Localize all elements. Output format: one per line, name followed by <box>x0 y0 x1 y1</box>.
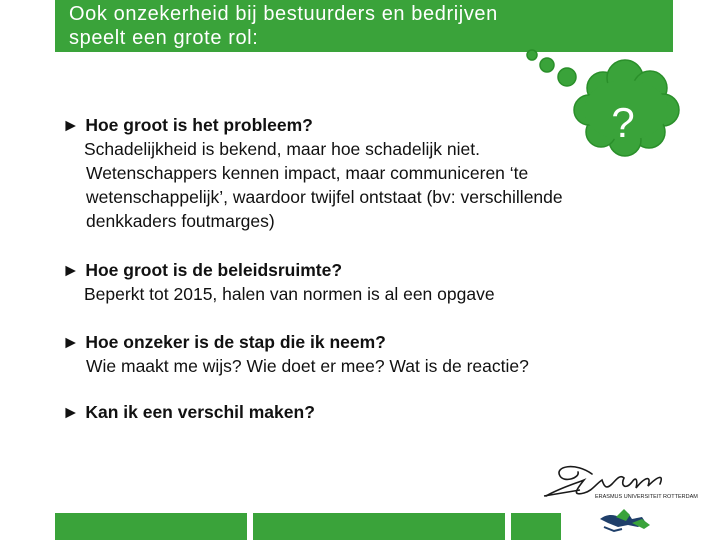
erasmus-logo <box>540 460 712 502</box>
footer-bar-left <box>55 513 247 540</box>
title-bar <box>55 0 673 52</box>
bullet-heading: Kan ik een verschil maken? <box>85 402 315 422</box>
question-mark-symbol: ? <box>611 99 635 146</box>
bullet-policy-room <box>62 259 342 281</box>
slide-title <box>69 2 669 50</box>
bullet-arrow-icon: ► <box>62 260 80 280</box>
body-line: wetenschappelijk’, waardoor twijfel ontstaat (bv: verschillende <box>86 187 563 207</box>
bullet-problem <box>62 114 313 136</box>
body-line: denkkaders foutmarges) <box>86 211 275 231</box>
bullet-make-difference <box>62 401 315 423</box>
bullet-heading: Hoe onzeker is de stap die ik neem? <box>85 332 386 352</box>
logo-text: ERASMUS UNIVERSITEIT ROTTERDAM <box>595 494 698 500</box>
bullet-heading: Hoe groot is het probleem? <box>85 115 313 135</box>
footer-bar-right <box>511 513 561 540</box>
thought-bubble-icon <box>525 48 685 160</box>
bullet-heading: Hoe groot is de beleidsruimte? <box>85 260 343 280</box>
small-emblem-icon <box>598 505 660 535</box>
bullet-arrow-icon: ► <box>62 402 80 422</box>
title-line-2: speelt een grote rol: <box>69 27 259 49</box>
body-line: Beperkt tot 2015, halen van normen is al een opgave <box>84 284 495 304</box>
body-line: Wetenschappers kennen impact, maar communiceren ‘te <box>86 163 529 183</box>
bullet-uncertainty <box>62 331 386 353</box>
bullet-arrow-icon: ► <box>62 332 80 352</box>
bullet-arrow-icon: ► <box>62 115 80 135</box>
body-line: Wie maakt me wijs? Wie doet er mee? Wat is de reactie? <box>86 356 529 376</box>
title-line-1: Ook onzekerheid bij bestuurders en bedrijven <box>69 3 498 25</box>
body-line: Schadelijkheid is bekend, maar hoe schadelijk niet. <box>84 139 480 159</box>
footer-bar-middle <box>253 513 505 540</box>
